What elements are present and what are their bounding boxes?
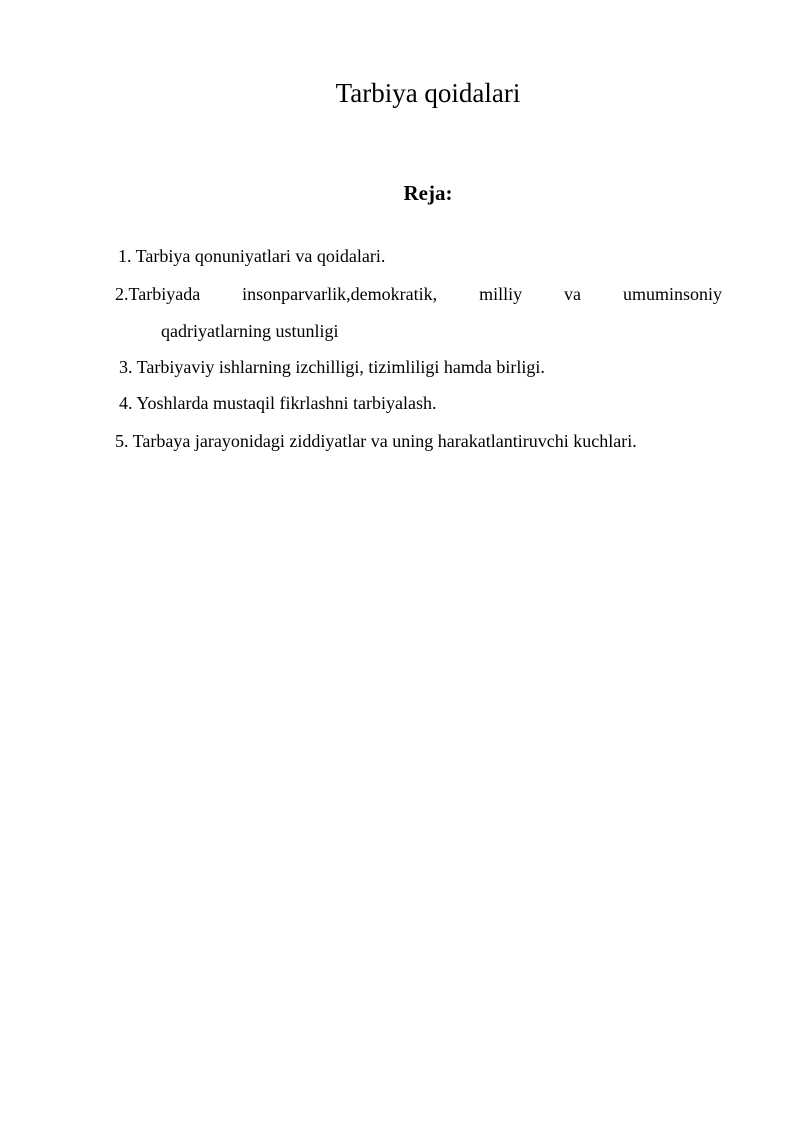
- plan-item-2-first-line: [115, 283, 722, 305]
- plan-item-4: 4. Yoshlarda mustaqil fikrlashni tarbiyalash.: [119, 393, 437, 413]
- document-title: Tarbiya qoidalari: [335, 78, 521, 108]
- plan-heading: Reja:: [403, 181, 453, 205]
- plan-item-2-word: va: [564, 284, 582, 304]
- plan-item-5: 5. Tarbaya jarayonidagi ziddiyatlar va uning harakatlantiruvchi kuchlari.: [115, 431, 637, 451]
- plan-item-2: [115, 283, 722, 342]
- plan-item-2-continuation: qadriyatlarning ustunligi: [161, 321, 339, 341]
- plan-item-2-word: 2.Tarbiyada: [115, 284, 201, 304]
- plan-item-1: 1. Tarbiya qonuniyatlari va qoidalari.: [118, 246, 386, 266]
- plan-item-2-word: insonparvarlik,demokratik,: [242, 284, 438, 304]
- plan-item-2-word: umuminsoniy: [622, 284, 722, 304]
- plan-item-2-word: milliy: [479, 284, 523, 304]
- plan-item-3: 3. Tarbiyaviy ishlarning izchilligi, tizimliligi hamda birligi.: [119, 357, 545, 377]
